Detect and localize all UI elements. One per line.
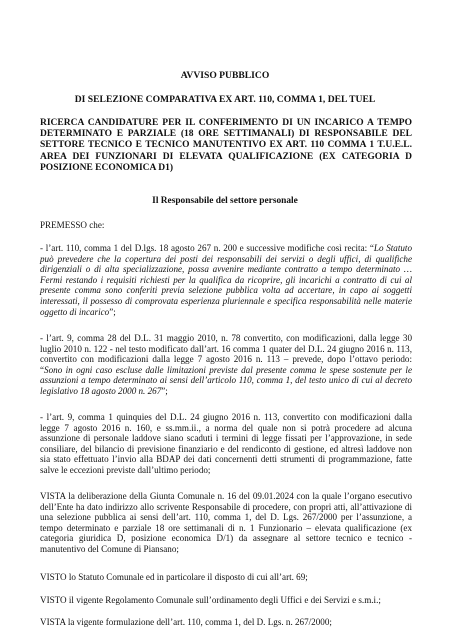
notice-heading: AVVISO PUBBLICO [180,70,270,81]
paragraph-tail: ”; [109,306,116,317]
responsabile-heading: Il Responsabile del settore personale [152,196,298,206]
quoted-text: Sono in ogni caso escluse dalle limitazioni previste dal presente comma le spese sostenute per le assunzioni a tempo determinato ai sensi dell’articolo 110, comma 1, del testo unico di cui al decreto legislativo 18 agosto 2000 n. 267 [40,364,412,396]
paragraph-art-9-comma-28 [40,333,412,397]
quoted-text: Lo Statuto può prevedere che la copertura dei posti dei responsabili dei servizi o degli uffici, di qualifiche dirigenziali o di alta specializzazione, possa avvenire mediante contratto a tempo determinato … Fermi restando i requisiti richiesti per la qualifica da ricoprire, gli incarichi a contratto di cui al presente comma sono conferiti previa selezione pubblica volta ad accertare, in capo ai soggetti interessati, il possesso di comprovata esperienza pluriennale e specifica responsabilità nelle materie oggetto di incarico [40,243,412,317]
paragraph-art-110 [40,243,412,317]
paragraph-lead: - l’art. 110, comma 1 del D.lgs. 18 agosto 267 n. 200 e successive modifiche così recita: “ [40,243,374,253]
premesso-label: PREMESSO che: [40,220,105,230]
paragraph-art-9-quinquies: - l’art. 9, comma 1 quinquies del D.L. 24 giugno 2016 n. 113, convertito con modificazioni dalla legge 7 agosto 2016 n. 160, e ss.mm.ii., a norma del quale non si potrà procedere ad alcuna assunzione di personale laddove siano scaduti i termini di legge fissati per l’approvazione, in sede consiliare, del bilancio di previsione finanziario e del rendiconto di gestione, ed altresì laddove non sia stato effettuato l’invio alla BDAP dei dati concernenti detti strumenti di programmazione, fatte salve le eccezioni previste dall’ultimo periodo; [40,412,412,475]
paragraph-lead: - l’art. 9, comma 28 del D.L. 31 maggio 2010, n. 78 convertito, con modificazioni, dalla legge 30 luglio 2010 n. 122 - nel testo modificato dall’art. 16 comma 1 quater del D.L. 24 giugno 2016 n. 113, convertito con modificazioni dalla legge 7 agosto 2016 n. 113 – prevede, dopo l’ottavo periodo: “ [40,333,412,375]
selection-heading: DI SELEZIONE COMPARATIVA EX ART. 110, COMMA 1, DEL TUEL [74,94,376,105]
paragraph-vista-formulazione: VISTA la vigente formulazione dell’art. 110, comma 1, del D. Lgs. n. 267/2000; [40,617,332,627]
paragraph-visto-statuto: VISTO lo Statuto Comunale ed in particolare il disposto di cui all’art. 69; [40,572,308,582]
paragraph-visto-regolamento: VISTO il vigente Regolamento Comunale sull’ordinamento degli Uffici e dei Servizi e s.m.i.; [40,595,381,605]
paragraph-vista-deliberazione: VISTA la deliberazione della Giunta Comunale n. 16 del 09.01.2024 con la quale l’organo esecutivo dell’Ente ha dato indirizzo allo scrivente Responsabile di procedere, con propri atti, all’attivazione di una selezione pubblica ai sensi dell’art. 110, comma 1, del D. Lgs. 267/2000 per l’assunzione, a tempo determinato e parziale 18 ore settimanali di n. 1 Funzionario – elevata qualificazione (ex categoria giuridica D, posizione economica D/1) da assegnare al settore tecnico e tecnico - manutentivo del Comune di Piansano; [40,491,412,554]
main-title: RICERCA CANDIDATURE PER IL CONFERIMENTO DI UN INCARICO A TEMPO DETERMINATO E PARZIALE (18 ORE SETTIMANALI) DI RESPONSABILE DEL SETTORE TECNICO E TECNICO MANUTENTIVO EX ART. 110 COMMA 1 T.U.E.L. AREA DEI FUNZIONARI DI ELEVATA QUALIFICAZIONE (EX CATEGORIA D POSIZIONE ECONOMICA D1) [40,118,412,173]
paragraph-tail: ”; [161,385,168,396]
